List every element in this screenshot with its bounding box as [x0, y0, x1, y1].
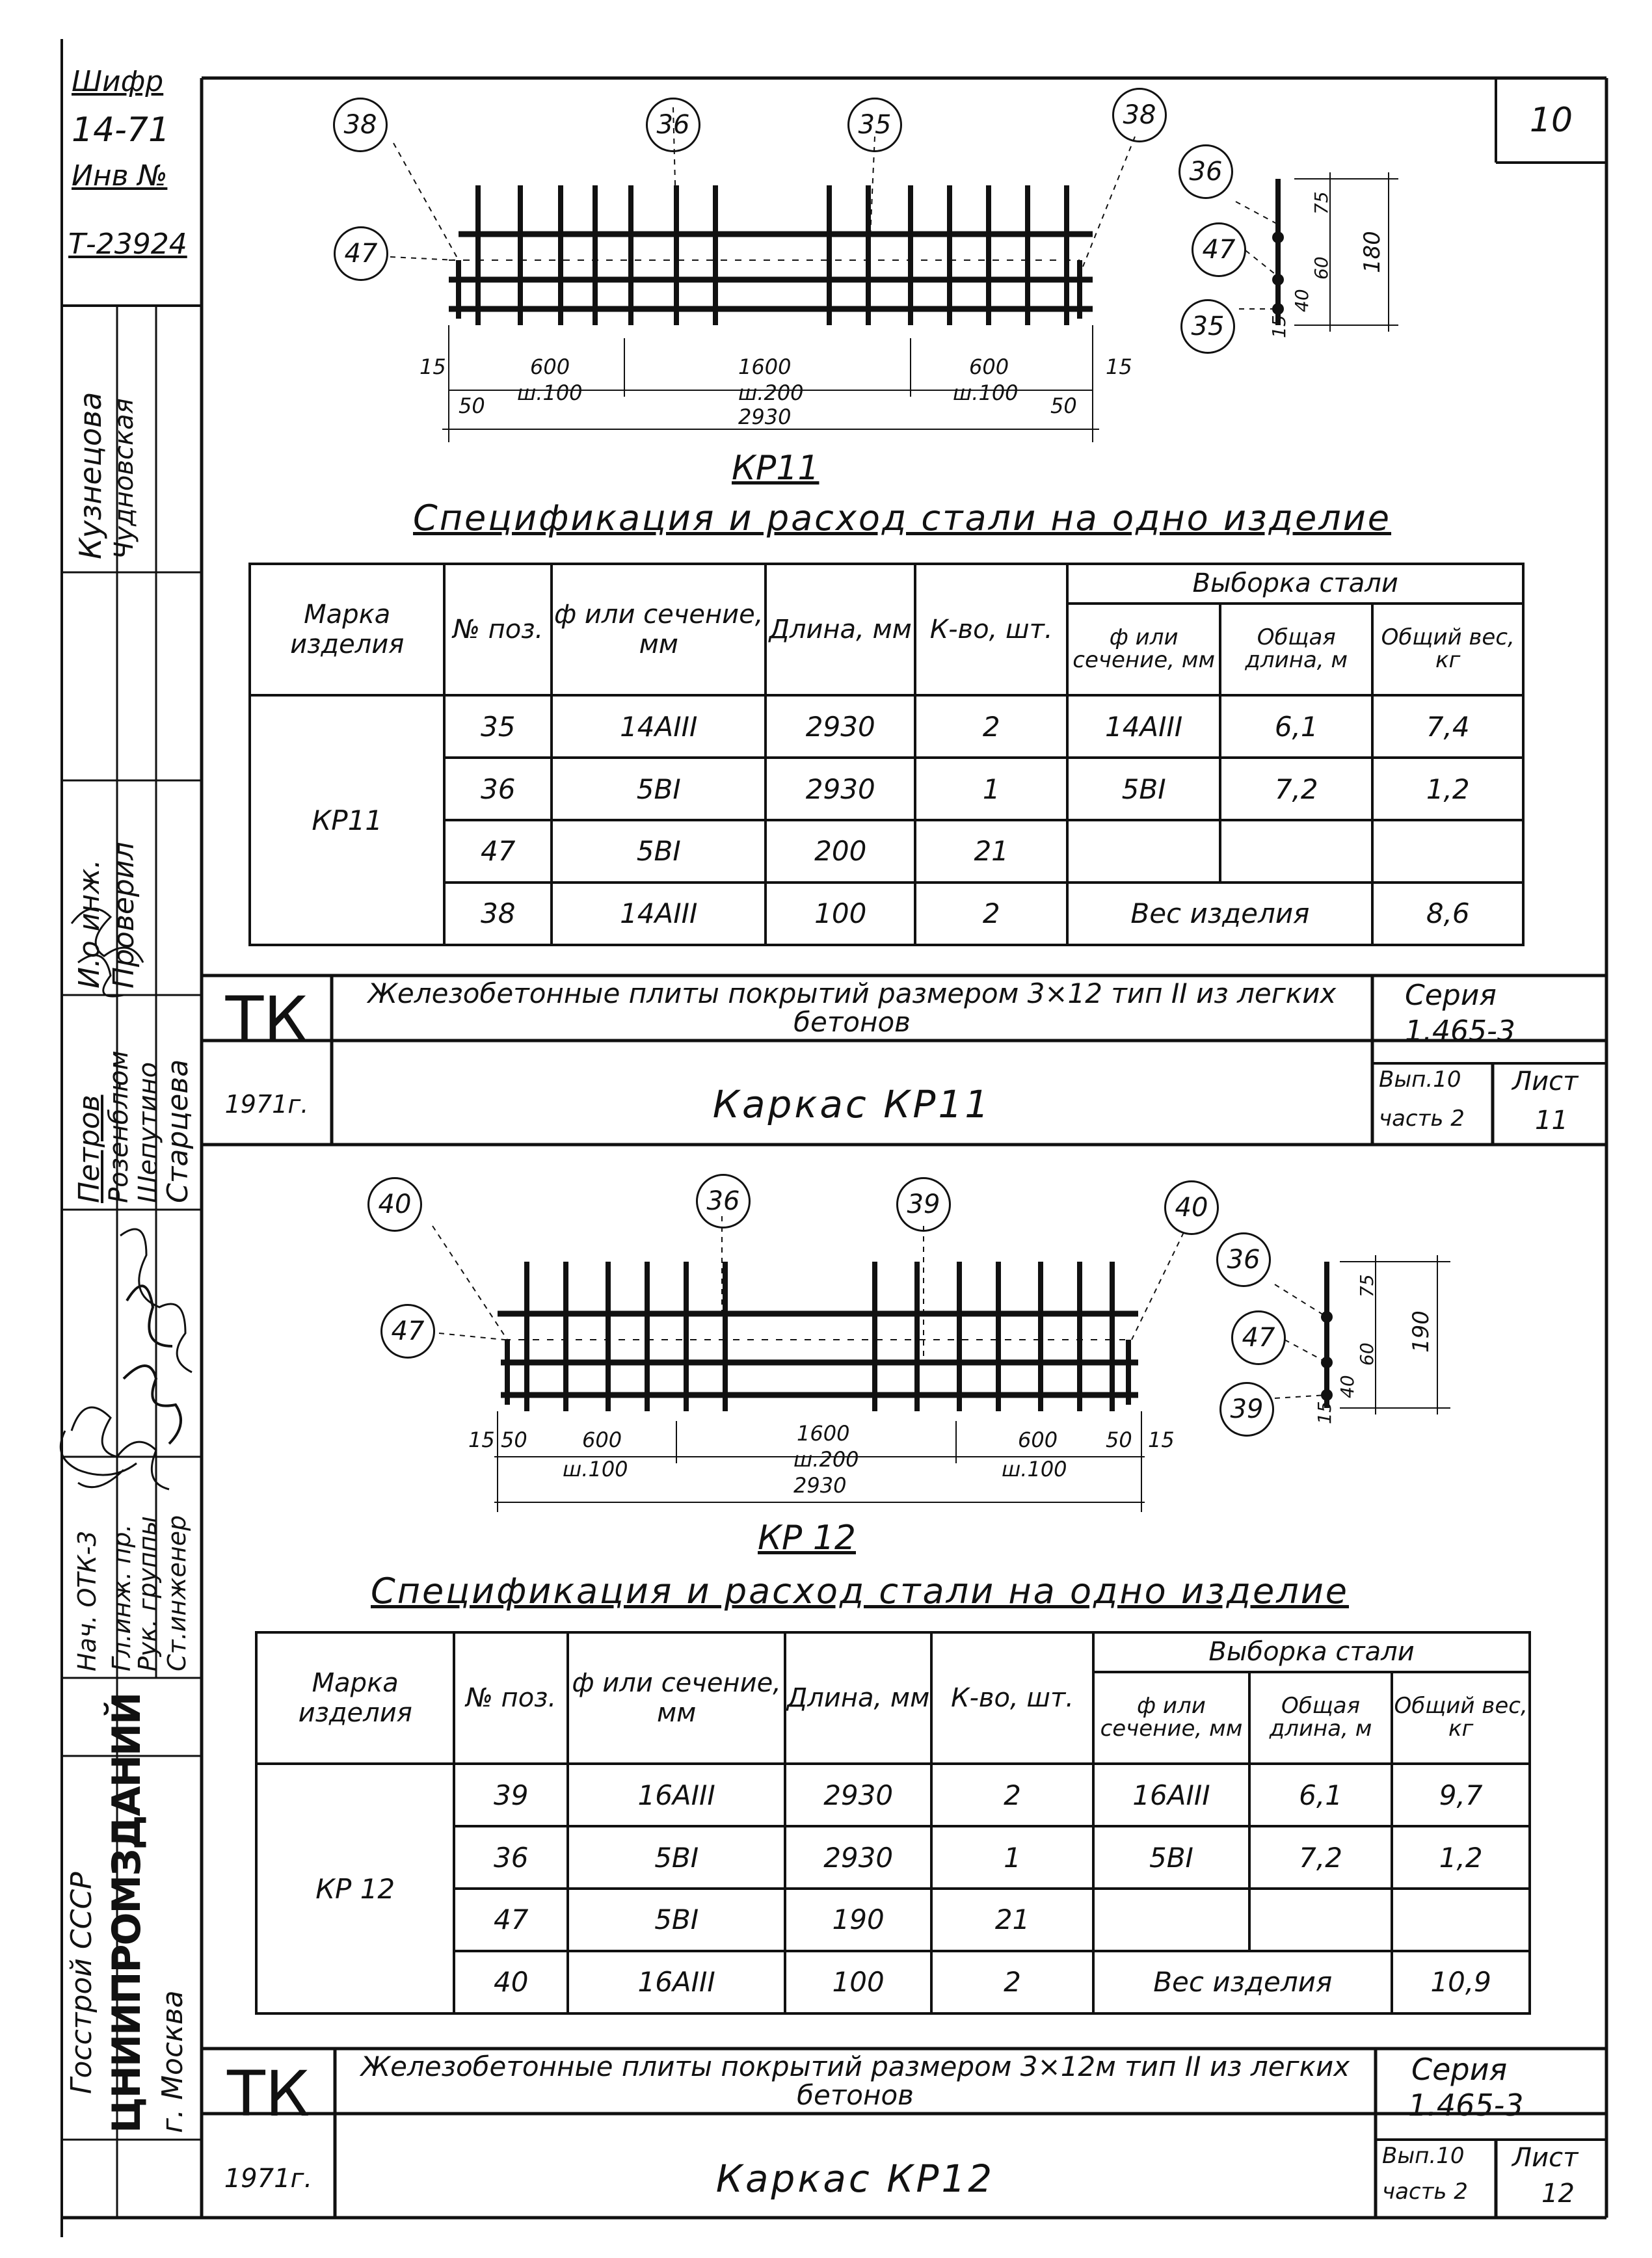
th-length: Длина, мм — [766, 564, 915, 695]
th-qty: К-во, шт. — [915, 564, 1067, 695]
title-code-2: ТК — [227, 2058, 310, 2131]
dim-end-left: 15 — [420, 354, 446, 379]
title-sheet-label-2: Лист — [1512, 2143, 1579, 2173]
cell-qty: 21 — [915, 820, 1067, 883]
org-city: г. Москва — [156, 1990, 189, 2133]
cell-weight-label: Вес изделия — [1093, 1951, 1392, 2013]
dim-seg3: 600 — [969, 354, 1009, 379]
th-selection: Выборка стали — [1093, 1632, 1530, 1672]
cell-length: 190 — [785, 1889, 931, 1951]
spec-title-2: Спецификация и расход стали на одно изделие — [371, 1571, 1350, 1612]
cell-phi: 16АIII — [568, 1951, 785, 2013]
dim-seg1: 600 — [582, 1428, 622, 1452]
dim-sec-c: 40 — [1291, 289, 1312, 312]
cell-qty: 1 — [915, 758, 1067, 820]
cell-sel-weight: 1,2 — [1372, 758, 1523, 820]
cell-qty: 2 — [915, 695, 1067, 758]
th-length: Длина, мм — [785, 1632, 931, 1764]
name-petrov: Петров — [73, 1095, 106, 1203]
cell-mark: КР 12 — [256, 1764, 454, 2013]
name-kuznetsova: Кузнецова — [73, 392, 108, 559]
callout-47: 47 — [380, 1304, 435, 1359]
cell-qty: 2 — [931, 1764, 1093, 1826]
cell-pos: 36 — [454, 1826, 568, 1889]
title-issue-2: Вып.10 — [1382, 2143, 1465, 2169]
dim-sec-b: 60 — [1311, 256, 1332, 280]
th-sel-len: Общая длина, м — [1220, 604, 1372, 695]
stamp-cipher-label: Шифр — [72, 65, 164, 98]
cell-pos: 38 — [444, 883, 552, 945]
th-phi: ф или сечение, мм — [568, 1632, 785, 1764]
dim-sec-d: 15 — [1268, 315, 1290, 338]
cell-sel-phi: 5ВI — [1093, 1826, 1249, 1889]
dim-sec-b: 60 — [1356, 1342, 1378, 1366]
title-item-1: Каркас КР11 — [712, 1082, 992, 1126]
cell-pos: 47 — [454, 1889, 568, 1951]
th-selection: Выборка стали — [1067, 564, 1523, 604]
dim-end-right: 15 — [1106, 354, 1132, 379]
org-gosstroy: Госстрой СССР — [65, 1872, 98, 2094]
dim-seg3: 600 — [1018, 1428, 1058, 1452]
dim-edge-right: 50 — [1106, 1428, 1132, 1452]
title-code-1: ТК — [225, 983, 308, 1056]
label-gl-inzh-pr: Гл.инж. пр. — [107, 1524, 136, 1671]
label-proveril: Проверил — [107, 842, 140, 989]
th-qty: К-во, шт. — [931, 1632, 1093, 1764]
cell-sel-weight: 9,7 — [1392, 1764, 1530, 1826]
title-series-value-2: 1.465-3 — [1408, 2088, 1524, 2123]
label-ruk-gruppy: Рук. группы — [133, 1516, 162, 1671]
title-description-2: Железобетонные плиты покрытий размером 3×12м тип II из легких бетонов — [360, 2050, 1350, 2111]
cell-length: 2930 — [785, 1764, 931, 1826]
callout-47: 47 — [334, 226, 388, 281]
cell-phi: 14АIII — [552, 883, 766, 945]
dim-sec-total: 190 — [1408, 1310, 1434, 1353]
name-startseva: Старцева — [161, 1059, 194, 1203]
title-series-label-1: Серия — [1405, 979, 1497, 1012]
cell-mark: КР11 — [250, 695, 444, 945]
dim-total: 2930 — [793, 1473, 847, 1498]
title-sheet-value-2: 12 — [1541, 2179, 1575, 2209]
dim-seg1: 600 — [530, 354, 570, 379]
title-issue-1: Вып.10 — [1379, 1067, 1461, 1093]
cell-sel-weight: 7,4 — [1372, 695, 1523, 758]
title-sheet-label-1: Лист — [1512, 1067, 1579, 1096]
callout-section-39: 39 — [1219, 1382, 1274, 1437]
dim-total: 2930 — [738, 405, 792, 429]
dim-sec-a: 75 — [1356, 1274, 1378, 1297]
cell-length: 2930 — [766, 695, 915, 758]
cell-sel-len: 6,1 — [1249, 1764, 1392, 1826]
name-rozenblyum: Розенблюм — [104, 1050, 134, 1203]
cell-length: 2930 — [766, 758, 915, 820]
cell-sel-phi: 16АIII — [1093, 1764, 1249, 1826]
drawing-caption-kp11: КР11 — [732, 449, 819, 488]
cell-total-weight: 8,6 — [1372, 883, 1523, 945]
dim-edge-right: 50 — [1050, 393, 1077, 418]
stamp-inventory-label: Инв № — [72, 159, 168, 193]
title-series-label-2: Серия — [1411, 2052, 1508, 2087]
callout-section-36: 36 — [1216, 1232, 1271, 1287]
cell-length: 200 — [766, 820, 915, 883]
title-item-2: Каркас КР12 — [715, 2157, 995, 2201]
cell-pos: 40 — [454, 1951, 568, 2013]
dim-edge-left: 50 — [459, 393, 485, 418]
cell-pos: 35 — [444, 695, 552, 758]
dim-edge-left: 50 — [501, 1428, 527, 1452]
th-pos: № поз. — [454, 1632, 568, 1764]
dim-sec-d: 15 — [1314, 1401, 1335, 1424]
callout-35: 35 — [847, 98, 902, 152]
callout-39: 39 — [896, 1177, 951, 1232]
th-sel-weight: Общий вес, кг — [1372, 604, 1523, 695]
cell-phi: 5ВI — [568, 1826, 785, 1889]
dim-seg2: 1600 — [738, 354, 792, 379]
cell-phi: 14АIII — [552, 695, 766, 758]
th-sel-phi: ф или сечение, мм — [1067, 604, 1220, 695]
cell-sel-len: 7,2 — [1220, 758, 1372, 820]
name-sheputino: Шепутино — [133, 1061, 163, 1203]
callout-36: 36 — [696, 1174, 751, 1229]
stamp-inventory-value: Т-23924 — [68, 228, 187, 261]
title-part-2: часть 2 — [1382, 2179, 1468, 2205]
cell-phi: 5ВI — [568, 1889, 785, 1951]
dim-sec-c: 40 — [1337, 1375, 1358, 1398]
cell-phi: 5ВI — [552, 820, 766, 883]
dim-seg2: 1600 — [797, 1421, 850, 1446]
cell-length: 100 — [785, 1951, 931, 2013]
dim-seg1-step: ш.100 — [517, 380, 583, 405]
dim-sec-a: 75 — [1311, 191, 1332, 215]
name-chudnovskaya: Чудновская — [109, 398, 139, 559]
th-mark: Марка изделия — [250, 564, 444, 695]
callout-section-36: 36 — [1179, 144, 1233, 199]
sheet-number: 10 — [1529, 101, 1573, 140]
dim-sec-total: 180 — [1359, 231, 1385, 273]
callout-section-35: 35 — [1180, 299, 1235, 354]
dim-seg2-step: ш.200 — [793, 1447, 859, 1472]
cell-sel-phi: 5ВI — [1067, 758, 1220, 820]
cell-pos: 39 — [454, 1764, 568, 1826]
cell-sel-phi: 14АIII — [1067, 695, 1220, 758]
title-year-1: 1971г. — [224, 1089, 309, 1119]
cell-qty: 2 — [915, 883, 1067, 945]
callout-36: 36 — [646, 98, 700, 152]
dim-end-left: 15 — [468, 1428, 495, 1452]
title-part-1: часть 2 — [1379, 1106, 1465, 1132]
cell-total-weight: 10,9 — [1392, 1951, 1530, 2013]
cell-sel-weight: 1,2 — [1392, 1826, 1530, 1889]
cell-qty: 2 — [931, 1951, 1093, 2013]
cell-qty: 21 — [931, 1889, 1093, 1951]
callout-38-right: 38 — [1112, 88, 1167, 142]
label-nach-otk: Нач. ОТК-3 — [73, 1530, 101, 1671]
callout-section-47: 47 — [1231, 1310, 1286, 1365]
cell-phi: 16АIII — [568, 1764, 785, 1826]
spec-title-1: Спецификация и расход стали на одно изделие — [413, 498, 1392, 538]
callout-40-left: 40 — [367, 1177, 422, 1232]
cell-pos: 36 — [444, 758, 552, 820]
title-series-value-1: 1.465-3 — [1405, 1015, 1515, 1048]
stamp-cipher-value: 14-71 — [72, 111, 170, 150]
th-sel-len: Общая длина, м — [1249, 1672, 1392, 1764]
cell-pos: 47 — [444, 820, 552, 883]
dim-seg3-step: ш.100 — [953, 380, 1019, 405]
title-description-1: Железобетонные плиты покрытий размером 3×12 тип II из легких бетонов — [367, 977, 1337, 1038]
th-pos: № поз. — [444, 564, 552, 695]
cell-weight-label: Вес изделия — [1067, 883, 1372, 945]
title-year-2: 1971г. — [224, 2164, 313, 2194]
dim-end-right: 15 — [1148, 1428, 1175, 1452]
th-mark: Марка изделия — [256, 1632, 454, 1764]
callout-38-left: 38 — [333, 98, 388, 152]
th-sel-phi: ф или сечение, мм — [1093, 1672, 1249, 1764]
cell-phi: 5ВI — [552, 758, 766, 820]
th-phi: ф или сечение, мм — [552, 564, 766, 695]
title-sheet-value-1: 11 — [1535, 1106, 1568, 1136]
callout-section-47: 47 — [1192, 222, 1246, 277]
drawing-caption-kp12: КР 12 — [758, 1519, 856, 1558]
label-st-inzhener: Ст.инженер — [163, 1515, 191, 1671]
dim-seg2-step: ш.200 — [738, 380, 804, 405]
callout-40-right: 40 — [1164, 1180, 1219, 1235]
th-sel-weight: Общий вес, кг — [1392, 1672, 1530, 1764]
dim-seg3-step: ш.100 — [1002, 1457, 1067, 1481]
cell-qty: 1 — [931, 1826, 1093, 1889]
cell-sel-len: 6,1 — [1220, 695, 1372, 758]
cell-length: 100 — [766, 883, 915, 945]
cell-length: 2930 — [785, 1826, 931, 1889]
label-io-inzh: И.о инж. — [73, 859, 106, 989]
org-institute: ЦНИИПРОМЗДАНИЙ — [104, 1693, 150, 2133]
cell-sel-len: 7,2 — [1249, 1826, 1392, 1889]
dim-seg1-step: ш.100 — [563, 1457, 628, 1481]
